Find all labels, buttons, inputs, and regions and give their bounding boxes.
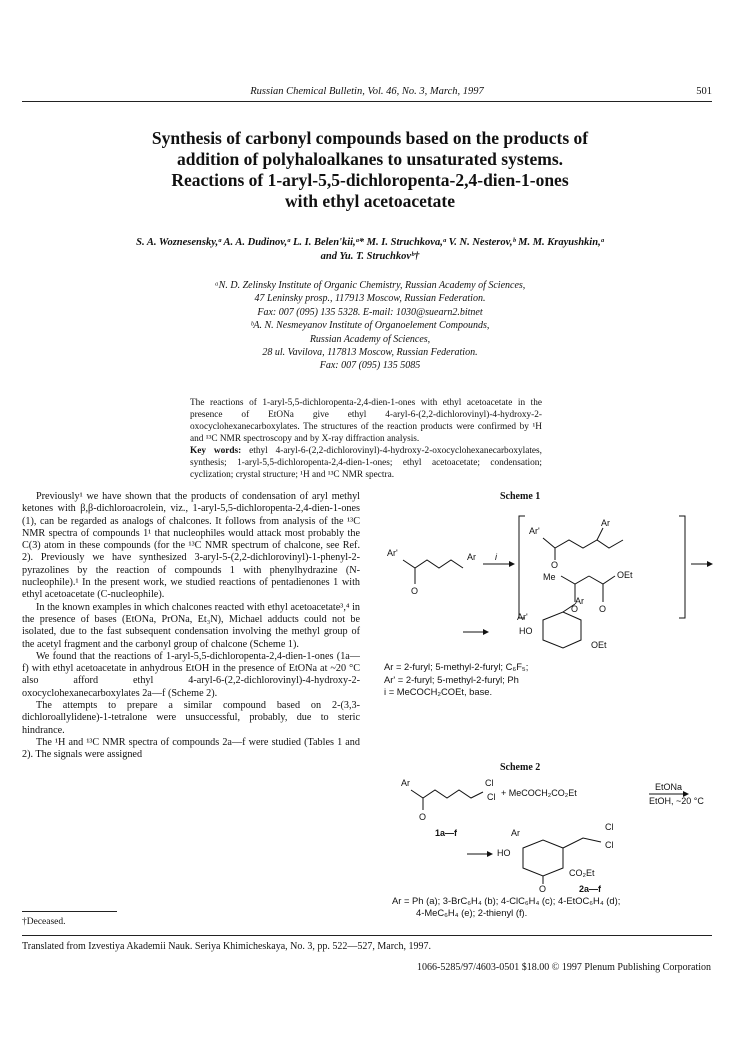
scheme1-arrowhead xyxy=(509,561,515,567)
scheme1-prod-ar-prime: Ar' xyxy=(517,612,528,622)
scheme1-int-ester xyxy=(589,576,615,584)
abstract xyxy=(190,397,542,481)
scheme2-prod-ho: HO xyxy=(497,848,511,858)
affiliation-line: ᵃN. D. Zelinsky Institute of Organic Chemistry, Russian Academy of Sciences, xyxy=(214,280,526,291)
affiliation-line: Fax: 007 (095) 135 5085 xyxy=(319,360,421,372)
scheme2-cond-bottom: EtOH, ~20 °C xyxy=(649,796,704,806)
footnote-rule xyxy=(22,911,117,912)
scheme2-prod-ar: Ar xyxy=(511,828,520,838)
body-paragraph: The ¹H and ¹³C NMR spectra of compounds 2a—f were studied (Tables 1 and 2). The signals were assigned xyxy=(22,736,360,761)
scheme1-int-me: Me xyxy=(543,572,556,582)
scheme2-prod-o: O xyxy=(539,884,547,893)
author-line: and Yu. T. Struchkovᵇ† xyxy=(320,251,420,262)
body-paragraph: The attempts to prepare a similar compound based on 2-(3,3-dichloroallylidene)-1-tetralone were unsuccessful, probably, due to steric hindrance. xyxy=(22,700,360,736)
affiliation-line: ᵇA. N. Nesmeyanov Institute of Organoelement Compounds, xyxy=(250,320,490,332)
scheme1-diagram xyxy=(383,508,713,658)
scheme1-int-o1: O xyxy=(551,560,559,570)
author-line: S. A. Woznesensky,ᵃ A. A. Dudinov,ᵃ L. I. Belen'kii,ᵃ* M. I. Struchkova,ᵃ V. N. Nesterov,ᵇ M. M. Krayushkin,ᵃ xyxy=(136,237,604,248)
abstract-text: The reactions of 1-aryl-5,5-dichloropenta-2,4-dien-1-ones with ethyl acetoacetate in the presence of EtONa give ethyl 4-aryl-6-(2,2-dichlorovinyl)-4-hydroxy-2-oxocyclohexanecarboxylates. The structures of the reaction products were confirmed by ¹H and ¹³C NMR spectroscopy and by X-ray diffraction analysis. xyxy=(190,398,542,444)
scheme2-cond-top: EtONa xyxy=(655,782,683,792)
keywords-label: Key words: xyxy=(190,446,242,456)
author-list xyxy=(40,236,700,264)
title-line: Synthesis of carbonyl compounds based on the products of xyxy=(151,128,589,148)
scheme2-reagent: + MeCOCH₂CO₂Et xyxy=(501,788,577,798)
title-line: with ethyl acetoacetate xyxy=(284,191,456,211)
scheme1-int-o3: O xyxy=(599,604,607,614)
scheme2-start-cl2: Cl xyxy=(487,792,496,802)
scheme1-arrowhead2 xyxy=(483,629,489,635)
scheme1-o-start: O xyxy=(411,586,419,596)
scheme1-title: Scheme 1 xyxy=(500,491,541,502)
scheme1-int-acac xyxy=(561,576,589,584)
scheme1-int-oet: OEt xyxy=(617,570,633,580)
body-paragraph: We found that the reactions of 1-aryl-5,5-dichloropenta-2,4-dien-1-ones (1a—f) with ethyl acetoacetate in anhydrous EtOH in the presence of EtONa at ~20 °C also afford ethyl 4-aryl-6-(2,2-dichlorovinyl)-4-hydroxy-2-oxocyclohexanecarboxylates 2a—f (Scheme 2). xyxy=(22,650,360,699)
scheme1-ar-start: Ar xyxy=(467,552,476,562)
scheme1-chain xyxy=(403,560,463,568)
scheme1-arrow-label: i xyxy=(495,552,497,562)
scheme2-legend-line: Ar = Ph (a); 3-BrC₆H₄ (b); 4-ClC₆H₄ (c); 4-EtOC₆H₄ (d); xyxy=(392,895,621,906)
scheme1-legend-line: Ar = 2-furyl; 5-methyl-2-furyl; C₆F₅; xyxy=(384,661,529,672)
affiliations xyxy=(150,279,590,373)
body-column-left xyxy=(22,491,360,762)
scheme1-int-branch xyxy=(597,528,603,540)
translation-rule xyxy=(22,935,712,936)
scheme2-start-cl1: Cl xyxy=(485,778,494,788)
scheme1-product-ring xyxy=(543,612,581,648)
affiliation-line: 28 ul. Vavilova, 117813 Moscow, Russian Federation. xyxy=(262,347,478,359)
journal-citation: Russian Chemical Bulletin, Vol. 46, No. 3, March, 1997 xyxy=(250,86,484,97)
scheme2-diagram xyxy=(383,778,713,893)
scheme2-prod-vinyl xyxy=(563,838,601,848)
keywords xyxy=(190,445,542,481)
title-line: addition of polyhaloalkanes to unsaturated systems. xyxy=(176,149,564,169)
scheme2-prod-cl2: Cl xyxy=(605,840,614,850)
body-paragraph: Previously¹ we have shown that the products of condensation of aryl methyl ketones with β,β-dichloroacrolein, viz., 1-aryl-5,5-dichloropenta-2,4-dien-1-ones (1), can be regarded as analogs of chalcones. It follows from analysis of the ¹³C NMR spectra of compounds 1¹ that nucleophiles would attack most probably the C(3) atom in these compounds (for the ¹³C NMR spectrum of chalcone, see Ref. 2). Previously we have synthesized 3-aryl-5-(2,2-dichlorovinyl)-1-phenyl-2-pyrazolines by the reaction of compounds 1 with phenylhydrazine (N-nucleophile).¹ In the present work, we studied reactions of pentadienones 1 with ethyl acetoacetate (C-nucleophile). xyxy=(22,491,360,601)
scheme1-bracket-left xyxy=(519,516,525,618)
scheme1-legend xyxy=(384,661,528,699)
scheme1-prod-ar: Ar xyxy=(575,596,584,606)
title-line: Reactions of 1-aryl-5,5-dichloropenta-2,4-dien-1-ones xyxy=(171,170,569,190)
scheme1-bracket-right xyxy=(679,516,685,618)
scheme1-ar-prime: Ar' xyxy=(387,548,398,558)
scheme2-start-label: 1a—f xyxy=(435,828,458,838)
scheme2-prod-co2et: CO₂Et xyxy=(569,868,595,878)
scheme1-int-chain xyxy=(543,538,623,548)
translation-note: Translated from Izvestiya Akademii Nauk. Seriya Khimicheskaya, No. 3, pp. 522—527, March, 1997. xyxy=(22,941,431,952)
scheme2-arrowhead2 xyxy=(487,851,493,857)
scheme1-legend-line: i = MeCOCH₂COEt, base. xyxy=(384,686,493,697)
scheme1-int-ar: Ar xyxy=(601,518,610,528)
keywords-text: ethyl 4-aryl-6-(2,2-dichlorovinyl)-4-hydroxy-2-oxocyclohexanecarboxylates, synthesis; 1-aryl-5,5-dichloropenta-2,4-dien-1-ones; ethyl acetoacetate; condensation; cyclization; crystal structure; ¹H and ¹³C NMR spectra. xyxy=(190,446,542,480)
header-rule xyxy=(22,101,712,102)
body-paragraph: In the known examples in which chalcones reacted with ethyl acetoacetate³,⁴ in the presence of bases (EtONa, PrONa, Et₃N), Michael adducts could not be isolated, due to the fast subsequent condensation involving the methyl group of the acetyl fragment and the carbonyl group of chalcone (Scheme 1). xyxy=(22,601,360,650)
scheme2-product-ring xyxy=(523,840,563,876)
scheme2-legend xyxy=(392,895,620,919)
scheme2-product-label: 2a—f xyxy=(579,884,602,893)
scheme1-arrowhead-out xyxy=(707,561,713,567)
scheme2-title: Scheme 2 xyxy=(500,762,541,773)
article-title xyxy=(60,128,680,212)
scheme1-prod-ho: HO xyxy=(519,626,533,636)
scheme2-legend-line: 4-MeC₆H₄ (e); 2-thienyl (f). xyxy=(416,907,528,918)
scheme2-start-chain xyxy=(411,790,483,798)
copyright-line: 1066-5285/97/4603-0501 $18.00 © 1997 Plenum Publishing Corporation xyxy=(417,962,711,973)
scheme2-start-ar: Ar xyxy=(401,778,410,788)
scheme2-prod-cl1: Cl xyxy=(605,822,614,832)
scheme2-start-o: O xyxy=(419,812,427,822)
page-number: 501 xyxy=(696,86,712,97)
footnote: †Deceased. xyxy=(22,917,66,927)
affiliation-line: Fax: 007 (095) 135 5328. E-mail: 1030@suearn2.bitnet xyxy=(257,306,483,318)
affiliation-line: Russian Academy of Sciences, xyxy=(309,333,431,345)
affiliation-line: 47 Leninsky prosp., 117913 Moscow, Russian Federation. xyxy=(254,293,486,305)
scheme1-legend-line: Ar' = 2-furyl; 5-methyl-2-furyl; Ph xyxy=(384,673,519,685)
scheme1-int-ar-prime: Ar' xyxy=(529,526,540,536)
scheme1-int-o2: O xyxy=(571,604,579,614)
scheme1-prod-oet: OEt xyxy=(591,640,607,650)
